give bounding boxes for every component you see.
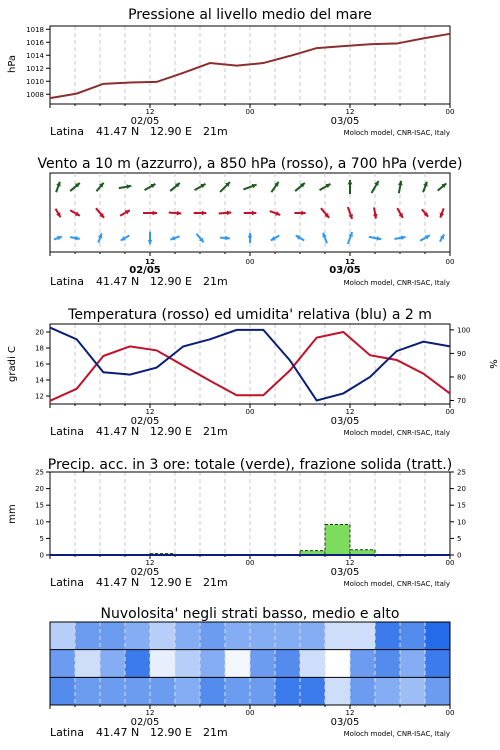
cloud-cell [425,650,451,678]
cloud-cell [275,622,301,650]
location-lon: 12.90 E [150,576,192,589]
x-tick-label: 12 [345,408,355,416]
y-tick-label-right: 15 [457,501,466,510]
y-tick-label: 1014 [26,51,44,60]
date-label: 03/05 [330,717,360,728]
wind-arrow-850hpa-head [177,211,182,216]
cloud-cell [325,650,351,678]
cloud-cell [150,677,176,705]
cloud-title: Nuvolosita' negli strati basso, medio e alto [100,606,400,622]
y-tick-label: 16 [35,360,44,369]
x-tick-label: 12 [345,559,355,567]
model-credit: Moloch model, CNR-ISAC, Italy [343,129,450,137]
location-name: Latina [50,576,84,589]
wind-arrow-700hpa [398,181,403,193]
location-altitude: 21m [203,425,228,438]
cloud-cell [350,677,376,705]
cloud-cell [175,677,201,705]
date-label: 03/05 [330,567,360,578]
date-label: 02/05 [130,416,160,427]
location-lat: 41.47 N [96,125,140,138]
x-tick-label: 00 [445,559,455,567]
date-label: 03/05 [329,265,361,276]
cloud-cell [300,622,326,650]
wind-arrow-700hpa [56,182,61,193]
x-tick-label: 12 [145,258,155,266]
x-tick-label: 12 [145,108,155,116]
date-label: 03/05 [330,416,360,427]
cloud-cell [75,650,101,678]
location-name: Latina [50,425,84,438]
y-tick-label-right: 70 [457,396,466,405]
cloud-cell [50,677,76,705]
y-tick-label-right: 80 [457,373,466,382]
humidity-ylabel: % [487,359,498,369]
wind-arrow-700hpa [348,180,353,194]
y-tick-label: 14 [35,376,44,385]
cloud-cell [250,622,276,650]
cloud-cell [350,622,376,650]
wind-title: Vento a 10 m (azzurro), a 850 hPa (rosso), a 700 hPa (verde) [37,156,463,172]
cloud-cell [375,622,401,650]
wind-arrow-10m-head [148,240,153,244]
y-tick-label-right: 25 [457,468,466,477]
cloud-cell [275,650,301,678]
y-tick-label-right: 0 [457,551,462,560]
wind-arrow-850hpa [56,209,61,217]
cloud-cell [200,677,226,705]
cloud-cell [225,650,251,678]
y-tick-label-right: 90 [457,349,466,358]
x-tick-label: 12 [345,108,355,116]
date-label: 03/05 [330,116,360,127]
plot-frame [50,324,450,404]
cloud-cell [325,677,351,705]
wind-arrow-10m [440,234,444,241]
precip-ylabel: mm [7,504,18,524]
y-tick-label-right: 20 [457,485,466,494]
x-tick-label: 00 [445,408,455,416]
cloud-cell [225,622,251,650]
x-tick-label: 12 [145,559,155,567]
cloud-cell [50,622,76,650]
cloud-cell [150,650,176,678]
model-credit: Moloch model, CNR-ISAC, Italy [343,429,450,437]
y-tick-label-right: 5 [457,534,462,543]
cloud-cell [425,677,451,705]
x-tick-label: 12 [145,709,155,717]
wind-arrow-850hpa-head [202,211,206,216]
y-tick-label-right: 10 [457,518,466,527]
x-tick-label: 00 [245,408,255,416]
precip-title: Precip. acc. in 3 ore: totale (verde), frazione solida (tratt.) [47,457,453,473]
wind-arrow-10m [322,233,327,244]
location-altitude: 21m [203,576,228,589]
location-name: Latina [50,275,84,288]
cloud-cell [50,650,76,678]
cloud-cell [275,677,301,705]
wind-arrow-10m-head [225,236,230,241]
cloud-cell [300,677,326,705]
location-lon: 12.90 E [150,726,192,739]
x-tick-label: 00 [445,709,455,717]
cloud-cell [100,650,126,678]
wind-arrow-10m-head [248,233,253,237]
location-name: Latina [50,125,84,138]
y-tick-label: 18 [35,344,44,353]
wind-arrow-10m [248,233,253,243]
location-lon: 12.90 E [150,275,192,288]
y-tick-label: 1008 [26,90,44,99]
y-tick-label-right: 100 [457,326,471,335]
location-lat: 41.47 N [96,425,140,438]
x-tick-label: 00 [245,108,255,116]
location-altitude: 21m [203,275,228,288]
wind-arrow-850hpa-head [252,211,256,216]
precip-panel [7,457,466,589]
location-lon: 12.90 E [150,125,192,138]
cloud-cell [125,677,151,705]
temperature-plot [35,324,470,438]
y-tick-label: 12 [35,392,44,401]
cloud-cell [100,677,126,705]
location-lat: 41.47 N [96,275,140,288]
cloud-cell [300,650,326,678]
cloud-cell [325,622,351,650]
y-tick-label: 1012 [26,64,44,73]
cloud-cell [425,622,451,650]
location-lon: 12.90 E [150,425,192,438]
y-tick-label: 15 [35,501,44,510]
cloud-cell [350,650,376,678]
cloud-cell [200,622,226,650]
cloud-cell [200,650,226,678]
cloud-cell [150,622,176,650]
cloud-cell [400,622,426,650]
y-tick-label: 1018 [26,25,44,34]
wind-arrow-10m [54,236,62,241]
y-tick-label: 20 [35,328,44,337]
temperature-title: Temperatura (rosso) ed umidita' relativa (blu) a 2 m [68,307,432,323]
pressure-plot [26,26,454,138]
location-altitude: 21m [203,726,228,739]
wind-arrow-850hpa [440,208,445,217]
x-tick-label: 12 [145,408,155,416]
cloud-cell [400,650,426,678]
cloud-cell [75,622,101,650]
cloud-cell [100,622,126,650]
x-tick-label: 00 [445,258,455,266]
wind-arrow-10m [196,234,203,243]
model-credit: Moloch model, CNR-ISAC, Italy [343,279,450,287]
cloud-cell [375,650,401,678]
precip-plot [35,469,466,590]
location-altitude: 21m [203,125,228,138]
wind-arrow-700hpa-head [348,180,353,184]
date-label: 02/05 [129,265,161,276]
date-label: 02/05 [130,567,160,578]
y-tick-label: 1016 [26,38,44,47]
temperature-panel [7,307,498,438]
pressure-ylabel: hPa [7,54,18,74]
date-label: 02/05 [130,116,160,127]
cloud-cell [125,650,151,678]
x-tick-label: 12 [345,709,355,717]
y-tick-label: 25 [35,468,44,477]
y-tick-label: 20 [35,485,44,494]
cloud-cell [225,677,251,705]
pressure-title: Pressione al livello medio del mare [128,7,372,23]
cloud-cell [375,677,401,705]
x-tick-label: 00 [245,709,255,717]
wind-panel [37,156,462,288]
y-tick-label: 10 [35,518,44,527]
wind-arrow-10m [148,232,153,245]
wind-arrow-850hpa-head [227,210,232,215]
location-lat: 41.47 N [96,726,140,739]
x-tick-label: 00 [245,258,255,266]
cloud-plot [50,622,454,739]
model-credit: Moloch model, CNR-ISAC, Italy [343,730,450,738]
date-label: 02/05 [130,717,160,728]
temperature-ylabel: gradi C [7,346,18,382]
wind-plot [50,173,454,288]
y-tick-label: 5 [39,534,44,543]
precip-bar [325,524,350,555]
cloud-panel [50,606,454,739]
model-credit: Moloch model, CNR-ISAC, Italy [343,580,450,588]
wind-arrow-850hpa-head [301,211,305,216]
cloud-cell [175,622,201,650]
wind-arrow-850hpa-head [153,211,157,216]
cloud-cell [125,622,151,650]
wind-arrow-10m [348,232,353,244]
location-name: Latina [50,726,84,739]
wind-arrow-850hpa [373,207,378,218]
cloud-cell [75,677,101,705]
x-tick-label: 12 [345,258,355,266]
cloud-cell [250,650,276,678]
cloud-cell [175,650,201,678]
x-tick-label: 00 [445,108,455,116]
x-tick-label: 00 [245,559,255,567]
y-tick-label: 0 [39,551,44,560]
pressure-panel [7,7,454,138]
cloud-cell [400,677,426,705]
location-lat: 41.47 N [96,576,140,589]
cloud-cell [250,677,276,705]
y-tick-label: 1010 [26,77,44,86]
wind-arrow-700hpa [438,183,447,190]
wind-arrow-10m [98,233,103,242]
